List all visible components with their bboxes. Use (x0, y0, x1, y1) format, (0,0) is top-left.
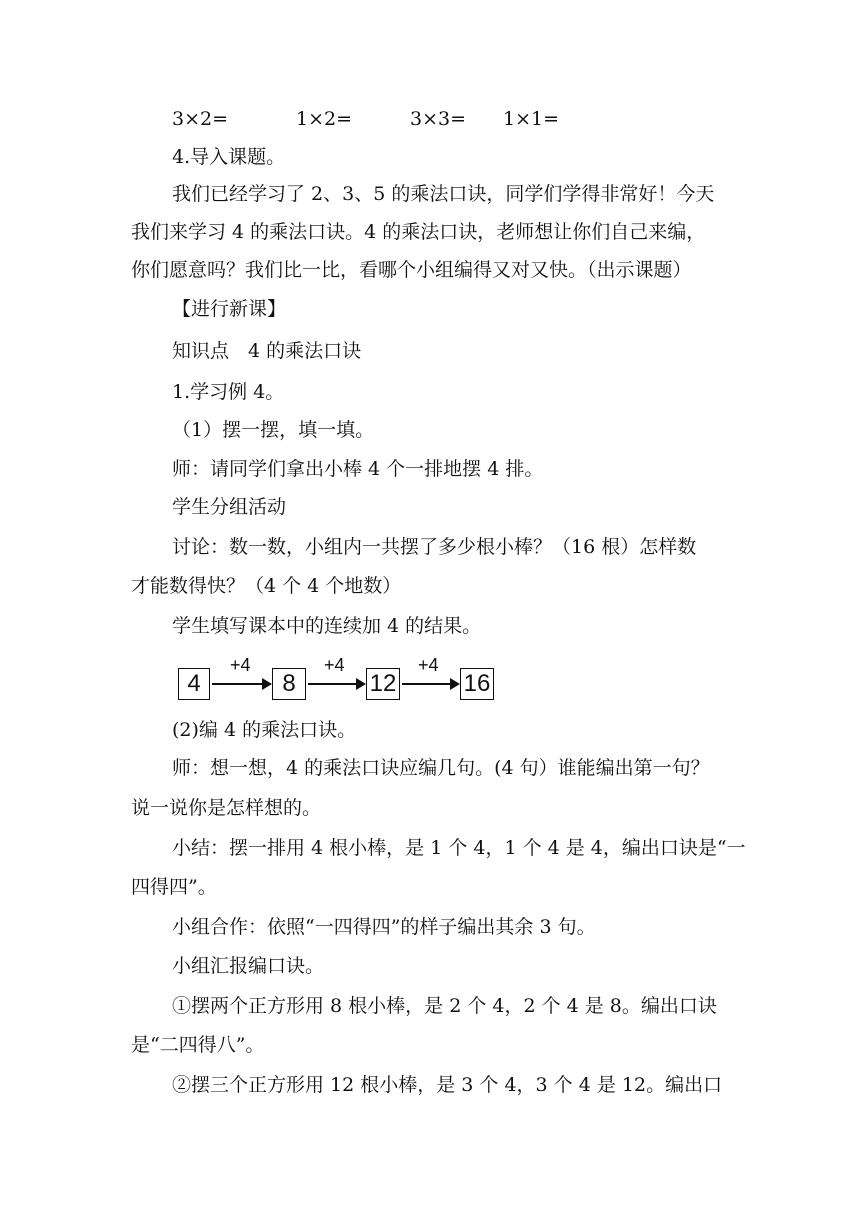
step-label: +4 (230, 655, 251, 675)
knowledge-point-title: 知识点 4 的乘法口诀 (172, 340, 362, 362)
section-heading-intro: 4.导入课题。 (172, 146, 286, 168)
step-label: +4 (418, 655, 439, 675)
arrow-icon (308, 683, 364, 685)
paragraph-line: 师：想一想，4 的乘法口诀应编几句。(4 句）谁能编出第一句？ (172, 757, 710, 779)
paragraph-line: 小结：摆一排用 4 根小棒，是 1 个 4，1 个 4 是 4，编出口诀是“一 (172, 837, 746, 859)
paragraph-line: ②摆三个正方形用 12 根小棒，是 3 个 4，3 个 4 是 12。编出口 (172, 1074, 723, 1096)
paragraph-line: 四得四”。 (131, 876, 217, 898)
arrow-icon (402, 683, 458, 685)
equation-2: 1×2= (296, 108, 353, 130)
section-heading-new-lesson: 【进行新课】 (172, 298, 287, 320)
diagram-box: 12 (366, 668, 400, 700)
paragraph-line: 说一说你是怎样想的。 (131, 797, 322, 819)
paragraph-line: 我们已经学习了 2、3、5 的乘法口诀，同学们学得非常好！今天 (172, 183, 715, 205)
paragraph-line: 学生分组活动 (172, 496, 287, 518)
diagram-box: 16 (460, 668, 494, 700)
diagram-box: 4 (178, 668, 210, 700)
paragraph-line: 师：请同学们拿出小棒 4 个一排地摆 4 排。 (172, 458, 544, 480)
equation-4: 1×1= (503, 108, 560, 130)
addition-chain-diagram (178, 655, 498, 705)
equation-1: 3×2= (172, 108, 229, 130)
step-heading-1: （1）摆一摆，填一填。 (172, 419, 375, 441)
paragraph-line: 你们愿意吗？我们比一比，看哪个小组编得又对又快。（出示课题） (131, 259, 692, 281)
paragraph-line: 讨论：数一数，小组内一共摆了多少根小棒？（16 根）怎样数 (172, 536, 697, 558)
paragraph-line: 才能数得快？（4 个 4 个地数） (131, 575, 402, 597)
subheading-example: 1.学习例 4。 (172, 381, 285, 403)
paragraph-line: 小组汇报编口诀。 (172, 955, 325, 977)
equation-3: 3×3= (410, 108, 467, 130)
paragraph-line: 小组合作：依照“一四得四”的样子编出其余 3 句。 (172, 916, 596, 938)
paragraph-line: 是“二四得八”。 (131, 1034, 265, 1056)
diagram-box: 8 (272, 668, 306, 700)
paragraph-line: 我们来学习 4 的乘法口诀。4 的乘法口诀，老师想让你们自己来编， (131, 221, 706, 243)
step-heading-2: (2)编 4 的乘法口诀。 (172, 719, 357, 741)
paragraph-line: 学生填写课本中的连续加 4 的结果。 (172, 615, 482, 637)
paragraph-line: ①摆两个正方形用 8 根小棒，是 2 个 4，2 个 4 是 8。编出口诀 (172, 995, 717, 1017)
step-label: +4 (324, 655, 345, 675)
arrow-icon (212, 683, 270, 685)
